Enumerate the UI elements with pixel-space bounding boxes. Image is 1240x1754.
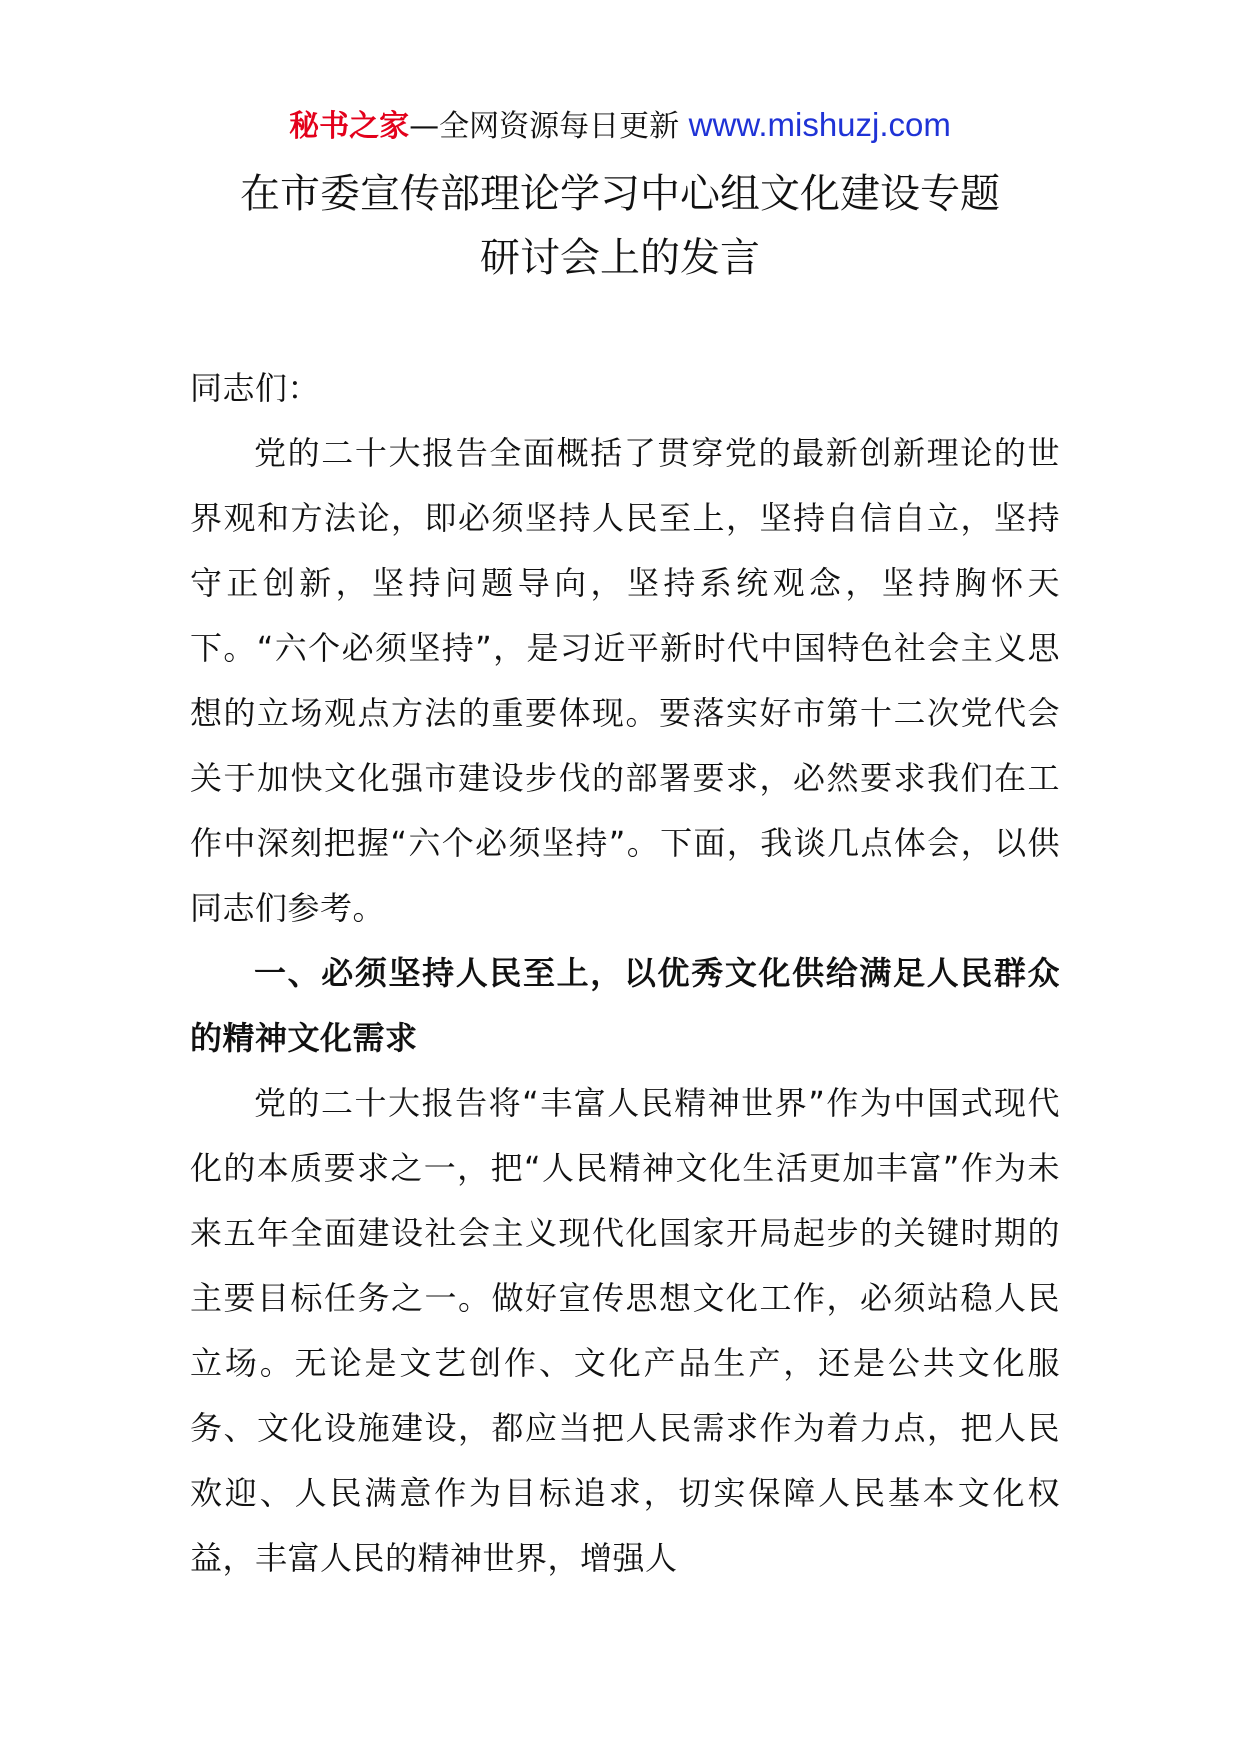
brand-name: 秘书之家: [289, 109, 410, 144]
document-body: [190, 356, 1060, 1591]
site-url-link[interactable]: www.mishuzj.com: [688, 106, 951, 143]
paragraph-section-1: 党的二十大报告将“丰富人民精神世界”作为中国式现代化的本质要求之一，把“人民精神文化生活更加丰富”作为未来五年全面建设社会主义现代化国家开局起步的关键时期的主要目标任务之一。做好宣传思想文化工作，必须站稳人民立场。无论是文艺创作、文化产品生产，还是公共文化服务、文化设施建设，都应当把人民需求作为着力点，把人民欢迎、人民满意作为目标追求，切实保障人民基本文化权益，丰富人民的精神世界，增强人: [190, 1084, 1060, 1577]
paragraph-intro: 党的二十大报告全面概括了贯穿党的最新创新理论的世界观和方法论，即必须坚持人民至上，坚持自信自立，坚持守正创新，坚持问题导向，坚持系统观念，坚持胸怀天下。“六个必须坚持”，是习近平新时代中国特色社会主义思想的立场观点方法的重要体现。要落实好市第十二次党代会关于加快文化强市建设步伐的部署要求，必然要求我们在工作中深刻把握“六个必须坚持”。下面，我谈几点体会，以供同志们参考。: [190, 434, 1060, 927]
document-title: [0, 162, 1240, 290]
site-banner: [0, 100, 1240, 152]
banner-tagline: —全网资源每日更新: [409, 109, 680, 144]
section-heading-1: 一、必须坚持人民至上，以优秀文化供给满足人民群众的精神文化需求: [190, 954, 1060, 1057]
title-line-2: 研讨会上的发言: [480, 235, 760, 281]
salutation: 同志们：: [190, 369, 321, 407]
title-line-1: 在市委宣传部理论学习中心组文化建设专题: [240, 171, 1000, 217]
